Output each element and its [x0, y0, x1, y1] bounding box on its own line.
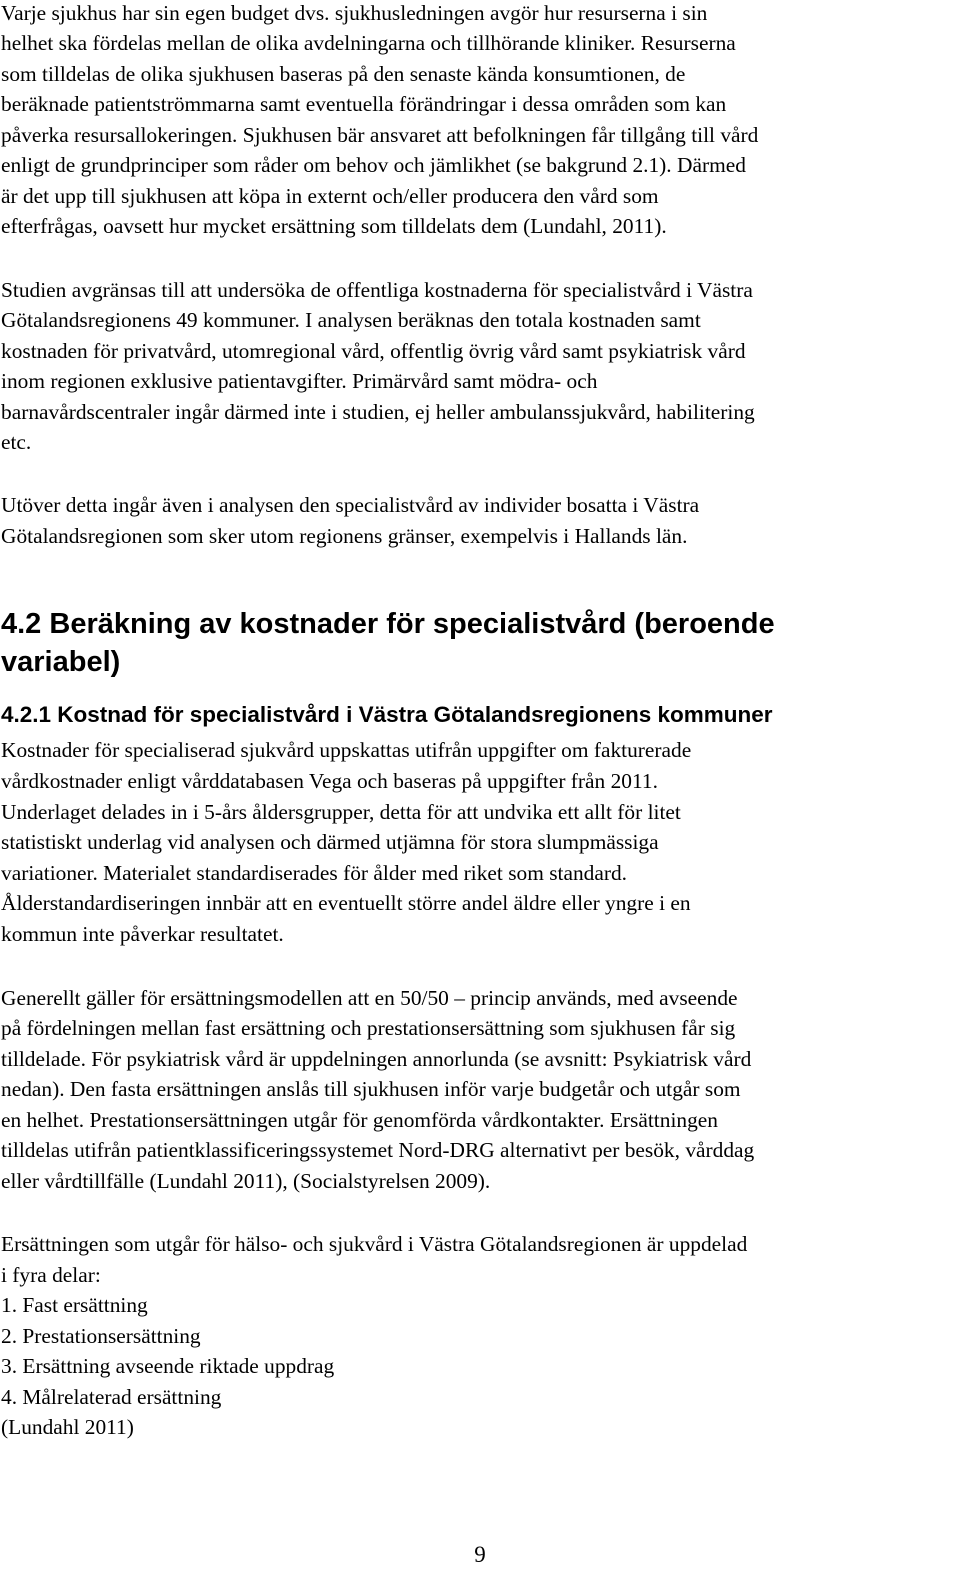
paragraph-line: inom regionen exklusive patientavgifter. Primärvård samt mödra- och: [1, 369, 598, 393]
paragraph-line: Götalandsregionens 49 kommuner. I analysen beräknas den totala kostnaden samt: [1, 308, 701, 332]
paragraph-line: etc.: [1, 430, 32, 454]
heading-line: 4.2 Beräkning av kostnader för specialistvård (beroende: [1, 608, 775, 640]
paragraph-line: Underlaget delades in i 5-års åldersgrupper, detta för att undvika ett allt för litet: [1, 800, 681, 824]
paragraph-line: Ålderstandardiseringen innbär att en eventuellt större andel äldre eller yngre i en: [1, 891, 691, 915]
paragraph-line: Ersättningen som utgår för hälso- och sjukvård i Västra Götalandsregionen är uppdelad: [1, 1232, 748, 1256]
paragraph-line: i fyra delar:: [1, 1263, 101, 1287]
paragraph-line: nedan). Den fasta ersättningen anslås till sjukhusen inför varje budgetår och utgår som: [1, 1077, 741, 1101]
paragraph-line: Kostnader för specialiserad sjukvård uppskattas utifrån uppgifter om fakturerade: [1, 738, 692, 762]
heading-line: variabel): [1, 646, 121, 678]
paragraph-line: Utöver detta ingår även i analysen den specialistvård av individer bosatta i Västra: [1, 493, 700, 517]
paragraph-line: kommun inte påverkar resultatet.: [1, 922, 284, 946]
paragraph-line: barnavårdscentraler ingår därmed inte i studien, ej heller ambulanssjukvård, habilitering: [1, 400, 755, 424]
paragraph-line: vårdkostnader enligt vårddatabasen Vega och baseras på uppgifter från 2011.: [1, 769, 658, 793]
paragraph-line: en helhet. Prestationsersättningen utgår för genomförda vårdkontakter. Ersättningen: [1, 1108, 718, 1132]
paragraph-line: som tilldelas de olika sjukhusen baseras på den senaste kända konsumtionen, de: [1, 62, 686, 86]
paragraph-line: statistiskt underlag vid analysen och därmed utjämna för stora slumpmässiga: [1, 830, 659, 854]
paragraph-line: eller vårdtillfälle (Lundahl 2011), (Socialstyrelsen 2009).: [1, 1169, 491, 1193]
paragraph-line: påverka resursallokeringen. Sjukhusen bär ansvaret att befolkningen får tillgång till vård: [1, 123, 759, 147]
paragraph-line: efterfrågas, oavsett hur mycket ersättning som tilldelats dem (Lundahl, 2011).: [1, 214, 667, 238]
list-item: 2. Prestationsersättning: [1, 1324, 201, 1348]
paragraph-line: beräknade patientströmmarna samt eventuella förändringar i dessa områden som kan: [1, 92, 727, 116]
paragraph-line: Studien avgränsas till att undersöka de offentliga kostnaderna för specialistvård i Västra: [1, 278, 753, 302]
paragraph-line: Generellt gäller för ersättningsmodellen att en 50/50 – princip används, med avseende: [1, 986, 738, 1010]
section-heading-4-2-1: 4.2.1 Kostnad för specialistvård i Västra Götalandsregionens kommuner: [1, 702, 773, 727]
paragraph-line: på fördelningen mellan fast ersättning och prestationsersättning som sjukhusen får sig: [1, 1016, 736, 1040]
list-item: 1. Fast ersättning: [1, 1293, 148, 1317]
paragraph-line: tilldelade. För psykiatrisk vård är uppdelningen annorlunda (se avsnitt: Psykiatrisk vård: [1, 1047, 752, 1071]
paragraph-line: enligt de grundprinciper som råder om behov och jämlikhet (se bakgrund 2.1). Därmed: [1, 153, 746, 177]
paragraph-line: variationer. Materialet standardiserades för ålder med riket som standard.: [1, 861, 628, 885]
page-number: 9: [474, 1542, 486, 1567]
list-item: 4. Målrelaterad ersättning: [1, 1385, 222, 1409]
paragraph-line: tilldelas utifrån patientklassificeringssystemet Nord-DRG alternativt per besök, vårddag: [1, 1138, 755, 1162]
paragraph-line: är det upp till sjukhusen att köpa in externt och/eller producera den vård som: [1, 184, 659, 208]
list-item: 3. Ersättning avseende riktade uppdrag: [1, 1354, 335, 1378]
paragraph-line: helhet ska fördelas mellan de olika avdelningarna och tillhörande kliniker. Resurserna: [1, 31, 736, 55]
paragraph-line: kostnaden för privatvård, utomregional vård, offentlig övrig vård samt psykiatrisk vård: [1, 339, 746, 363]
citation: (Lundahl 2011): [1, 1415, 134, 1439]
paragraph-line: Götalandsregionen som sker utom regionens gränser, exempelvis i Hallands län.: [1, 524, 688, 548]
paragraph-line: Varje sjukhus har sin egen budget dvs. sjukhusledningen avgör hur resurserna i sin: [1, 1, 708, 25]
